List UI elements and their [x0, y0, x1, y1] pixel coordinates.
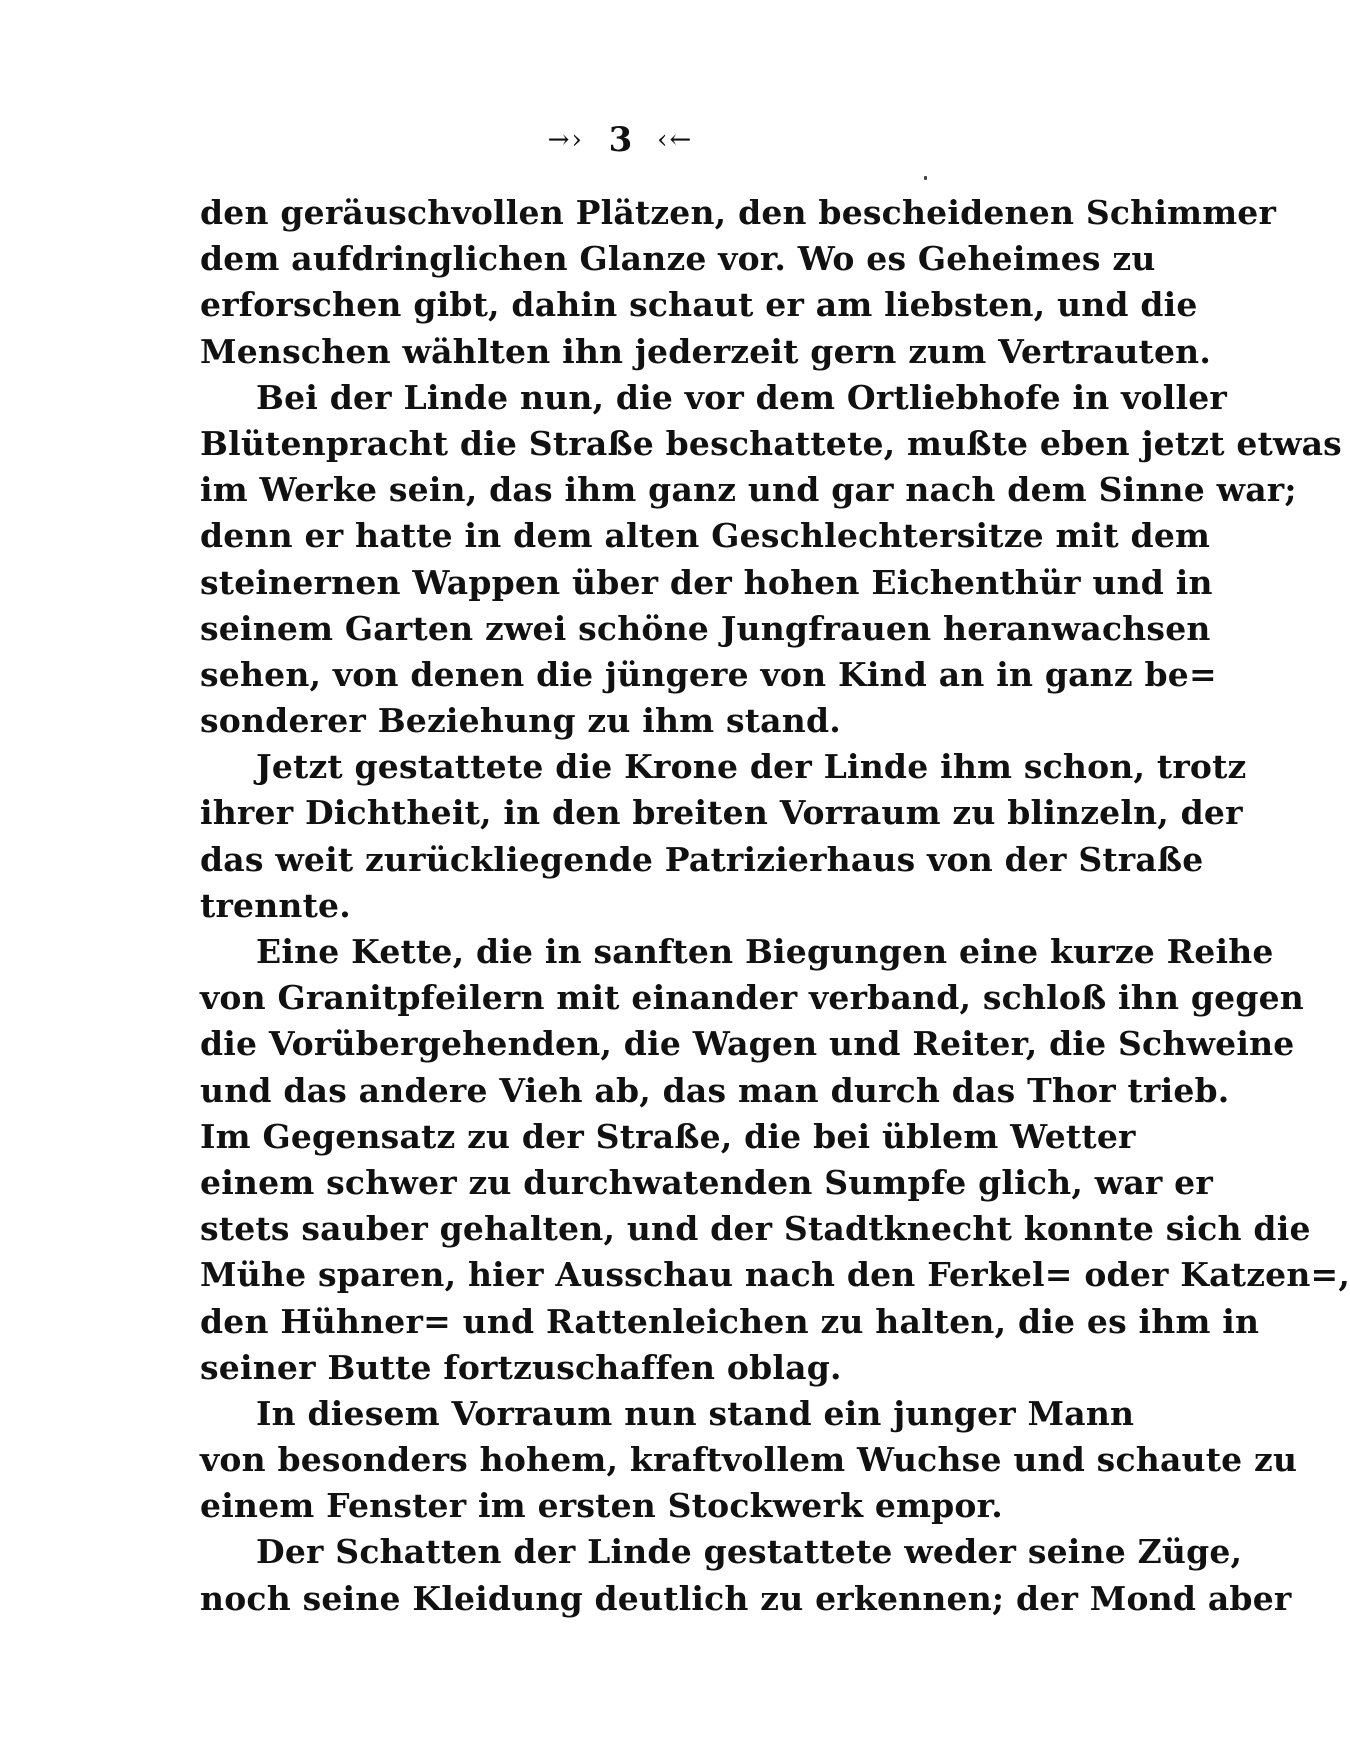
- paragraph: [200, 190, 1277, 375]
- text-line: dem aufdringlichen Glanze vor. Wo es Geheimes zu: [200, 239, 1156, 279]
- text-line: Im Gegensatz zu der Straße, die bei üblem Wetter: [200, 1116, 1136, 1156]
- text-line: im Werke sein, das ihm ganz und gar nach dem Sinne war;: [200, 470, 1297, 510]
- body-text: [200, 190, 1350, 1622]
- text-line: Der Schatten der Linde gestattete weder seine Züge,: [256, 1532, 1243, 1572]
- text-line: sehen, von denen die jüngere von Kind an in ganz be=: [200, 654, 1217, 694]
- text-line: erforschen gibt, dahin schaut er am liebsten, und die: [200, 285, 1198, 325]
- text-line: das weit zurückliegende Patrizierhaus von der Straße: [200, 839, 1204, 879]
- text-line: Jetzt gestattete die Krone der Linde ihm schon, trotz: [256, 747, 1247, 787]
- text-line: steinernen Wappen über der hohen Eichenthür und in: [200, 562, 1213, 602]
- text-line: sonderer Beziehung zu ihm stand.: [200, 701, 841, 741]
- text-line: In diesem Vorraum nun stand ein junger Mann: [256, 1393, 1135, 1433]
- text-line: seinem Garten zwei schöne Jungfrauen heranwachsen: [200, 608, 1211, 648]
- paragraph: [200, 929, 1350, 1391]
- text-line: noch seine Kleidung deutlich zu erkennen; der Mond aber: [200, 1578, 1292, 1618]
- text-line: Bei der Linde nun, die vor dem Ortliebhofe in voller: [256, 377, 1227, 417]
- print-speck: [924, 176, 927, 180]
- text-line: stets sauber gehalten, und der Stadtknecht konnte sich die: [200, 1209, 1311, 1249]
- paragraph: [200, 744, 1247, 929]
- left-ornament-icon: →›: [547, 125, 584, 155]
- text-line: Blütenpracht die Straße beschattete, mußte eben jetzt etwas: [200, 423, 1342, 463]
- text-line: die Vorübergehenden, die Wagen und Reiter, die Schweine: [200, 1024, 1295, 1064]
- text-line: einem Fenster im ersten Stockwerk empor.: [200, 1486, 1003, 1526]
- text-line: Eine Kette, die in sanften Biegungen eine kurze Reihe: [256, 932, 1274, 971]
- text-line: trennte.: [200, 885, 351, 925]
- text-line: Mühe sparen, hier Ausschau nach den Ferkel= oder Katzen=,: [200, 1255, 1350, 1295]
- text-line: Menschen wählten ihn jederzeit gern zum Vertrauten.: [200, 331, 1212, 371]
- paragraph: [200, 375, 1342, 745]
- text-line: einem schwer zu durchwatenden Sumpfe glich, war er: [200, 1162, 1213, 1202]
- text-line: denn er hatte in dem alten Geschlechtersitze mit dem: [200, 516, 1211, 556]
- paragraph: [200, 1529, 1292, 1621]
- text-line: den geräuschvollen Plätzen, den bescheidenen Schimmer: [200, 193, 1277, 232]
- text-line: ihrer Dichtheit, in den breiten Vorraum zu blinzeln, der: [200, 793, 1243, 833]
- right-ornament-icon: ‹←: [657, 125, 694, 155]
- page-header: [0, 118, 1241, 160]
- text-line: und das andere Vieh ab, das man durch das Thor trieb.: [200, 1070, 1230, 1110]
- page-number: 3: [608, 120, 633, 160]
- text-line: seiner Butte fortzuschaffen oblag.: [200, 1347, 842, 1387]
- text-line: von Granitpfeilern mit einander verband, schloß ihn gegen: [200, 978, 1304, 1018]
- paragraph: [200, 1391, 1298, 1530]
- text-line: von besonders hohem, kraftvollem Wuchse und schaute zu: [200, 1440, 1298, 1480]
- text-line: den Hühner= und Rattenleichen zu halten, die es ihm in: [200, 1301, 1260, 1341]
